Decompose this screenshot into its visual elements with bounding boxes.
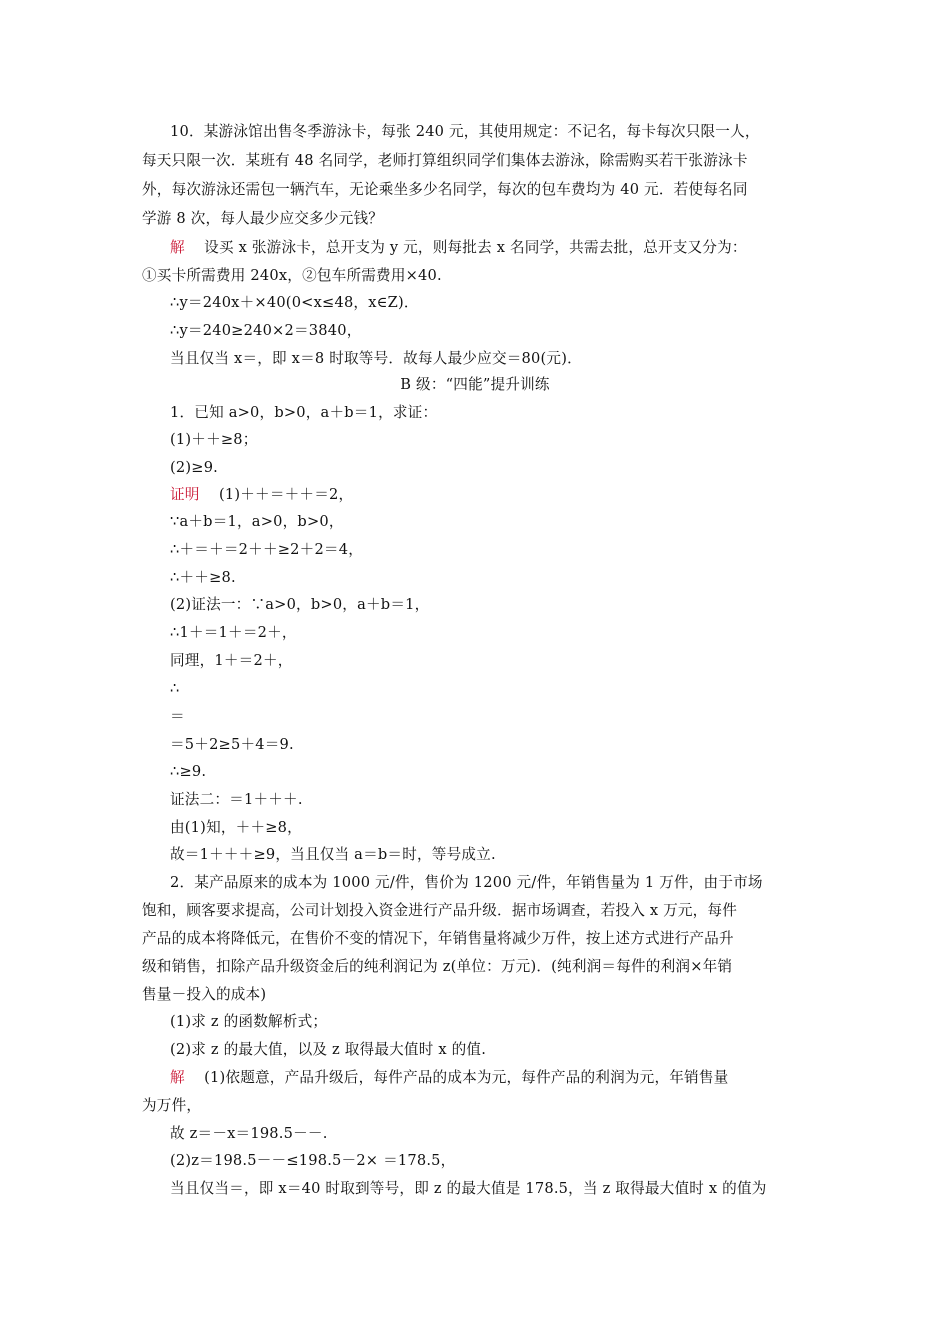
problem2-line-3: 产品的成本将降低元，在售价不变的情况下，年销售量将减少万件，按上述方式进行产品升 [142, 930, 734, 947]
problem2-solution-line-1: (1)依题意，产品升级后，每件产品的成本为元，每件产品的利润为元，年销售量 [204, 1069, 729, 1086]
problem1-proof-first-line [170, 485, 353, 505]
problem1-proof-line-10: ＝5＋2≥5＋4＝9. [170, 736, 294, 753]
problem10-solution-line-3: ∴y＝240x＋×40(0<x≤48，x∈Z)． [170, 294, 419, 311]
problem10-line-4: 学游 8 次，每人最少应交多少元钱？ [142, 210, 384, 227]
problem10-solution-line-1: 设买 x 张游泳卡，总开支为 y 元，则每批去 x 名同学，共需去批，总开支又分为： [204, 239, 747, 256]
problem2-solution-line-2: 为万件， [142, 1097, 202, 1114]
problem1-proof-line-12: 证法二：＝1＋＋＋. [170, 791, 303, 808]
problem2-line-6: (1)求 z 的函数解析式； [170, 1013, 328, 1030]
solution-label: 解 [170, 1069, 185, 1086]
problem1-proof-line-2: ∵a＋b＝1，a>0，b>0， [170, 513, 344, 530]
problem2-solution-line-4: (2)z＝198.5－－≤198.5－2× ＝178.5， [170, 1152, 456, 1169]
problem1-proof-line-4: ∴＋＋≥8. [170, 569, 236, 586]
problem10-solution-line-4: ∴y＝240≥240×2＝3840， [170, 322, 362, 339]
problem1-line-2: (1)＋＋≥8； [170, 431, 258, 448]
problem10-line-3: 外，每次游泳还需包一辆汽车，无论乘坐多少名同学，每次的包车费均为 40 元．若使每名同 [142, 181, 748, 198]
problem2-line-1: 2．某产品原来的成本为 1000 元/件，售价为 1200 元/件，年销售量为 1 万件，由于市场 [170, 874, 763, 891]
section-b-heading: B 级：“四能”提升训练 [400, 376, 550, 393]
problem2-line-5: 售量－投入的成本) [142, 986, 267, 1003]
problem1-proof-line-7: 同理，1＋＝2＋， [170, 652, 293, 669]
problem1-proof-line-5: (2)证法一：∵a>0，b>0，a＋b＝1， [170, 596, 430, 613]
problem1-line-1: 1．已知 a>0，b>0，a＋b＝1，求证： [170, 404, 438, 421]
problem10-line-2: 每天只限一次．某班有 48 名同学，老师打算组织同学们集体去游泳，除需购买若干张游泳卡 [142, 152, 748, 169]
proof-label: 证明 [170, 486, 200, 503]
problem2-line-2: 饱和，顾客要求提高，公司计划投入资金进行产品升级．据市场调查，若投入 x 万元，每件 [142, 902, 738, 919]
solution-label: 解 [170, 239, 185, 256]
problem1-proof-line-6: ∴1＋＝1＋＝2＋， [170, 624, 297, 641]
problem1-proof-line-13: 由(1)知，＋＋≥8， [170, 819, 302, 836]
problem10-solution-line-5: 当且仅当 x＝，即 x＝8 时取等号．故每人最少应交＝80(元)． [170, 350, 582, 367]
problem2-line-4: 级和销售，扣除产品升级资金后的纯利润记为 z(单位：万元)．(纯利润＝每件的利润×年销 [142, 958, 733, 975]
problem1-proof-line-1: (1)＋＋＝＋＋＝2， [218, 486, 354, 503]
problem1-proof-line-14: 故＝1＋＋＋≥9，当且仅当 a＝b＝时，等号成立. [170, 846, 496, 863]
problem1-line-3: (2)≥9. [170, 459, 219, 476]
problem10-line-1: 10．某游泳馆出售冬季游泳卡，每张 240 元，其使用规定：不记名，每卡每次只限一人， [170, 123, 760, 140]
problem1-proof-line-3: ∴＋＝＋＝2＋＋≥2＋2＝4， [170, 541, 363, 558]
problem2-line-7: (2)求 z 的最大值，以及 z 取得最大值时 x 的值. [170, 1041, 487, 1058]
problem2-solution-first-line [170, 1068, 728, 1088]
problem10-solution-line-2: ①买卡所需费用 240x，②包车所需费用×40. [142, 267, 442, 284]
problem2-solution-line-5: 当且仅当＝，即 x＝40 时取到等号，即 z 的最大值是 178.5，当 z 取得最大值时 x 的值为 [170, 1180, 767, 1197]
problem1-proof-line-9: ＝ [170, 708, 185, 725]
problem2-solution-line-3: 故 z＝－x＝198.5－－. [170, 1125, 328, 1142]
problem1-proof-line-11: ∴≥9. [170, 763, 207, 780]
problem10-solution-first-line [170, 238, 747, 258]
problem1-proof-line-8: ∴ [170, 680, 180, 697]
